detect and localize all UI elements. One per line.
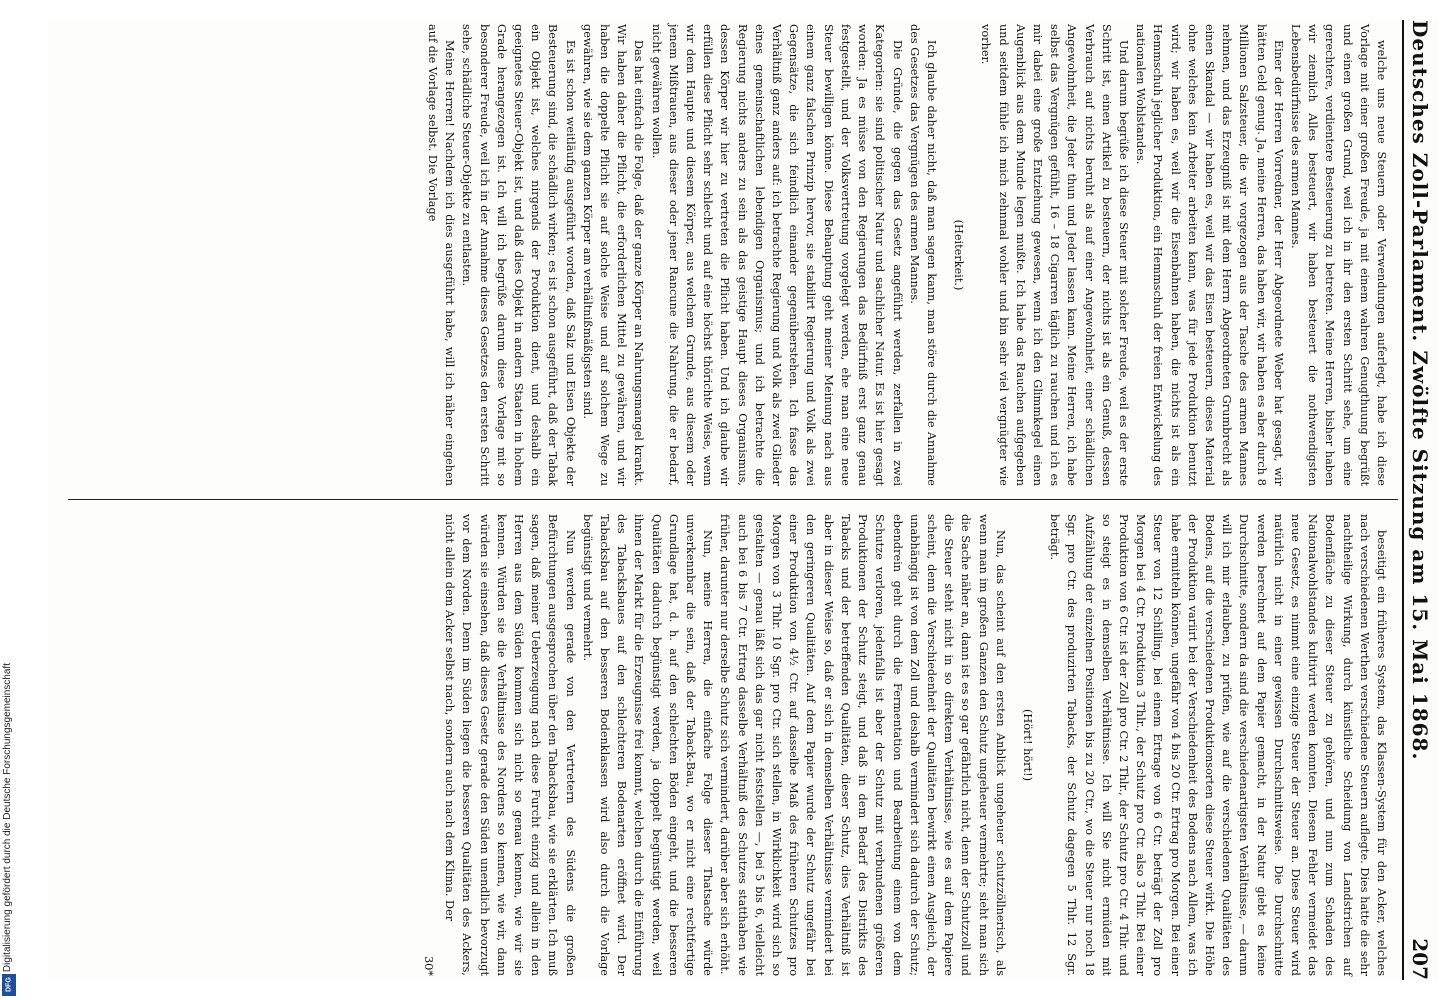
paragraph: Nun werden gerade von den Vertretern des Südens die großen Befürchtungen ausgesprochen über den Tabacksbau, wie sie erklärten. Ich muß sagen, daß meiner Ueberzeugung nach diese Furcht einzig und allein in den Herren aus dem Süden kommen sich nicht so genau kennen, wie wir sie kennen. Würden sie die Verhältnisse des Nordens so kennen, wie wir, dann würden sie einsehen, daß dieses Gesetz gerade den Süden unendlich bevorzugt vor dem Norden. Denn im Süden liegen die besseren Qualitäten des Ackers, nicht allein dem Acker selbst nach, sondern auch nach dem Klima. Der [443, 514, 577, 976]
page-number: 207 [1408, 938, 1432, 980]
signature-mark: 30* [422, 955, 436, 976]
sidebar-credit [0, 0, 18, 1000]
paragraph: Meine Herren! Nachdem ich dies ausgeführt habe, will ich näher eingehen auf die Vorlage selbst. Die Vorlage [426, 24, 457, 486]
paragraph: Die Gründe, die gegen das Gesetz angeführt werden, zerfallen in zwei Kategorien: sie sind politischer Natur und sachlicher Natur. Es ist hier gesagt worden: Ja es müsse von den Regierungen das Bedürfniß erst ganz genau festgestellt, und der Volksvertretung vorgelegt werden, ehe man eine neue Steuer bewilligen könne. Diese Behauptung geht meiner Meinung nach aus einem ganz falschen Prinzip hervor, sie stabilirt Regierung und Volk als zwei Gegensätze, die sich feindlich einander gegenüberstehen. Ich fasse das Verhältniß ganz anders auf: ich betrachte Regierung und Volk als zwei Glieder eines gemeinschaftlichen lebendigen Organismus; und ich betrachte die Regierung nichts anders zu sein als das geistige Haupt dieses Organismus, dessen Körper wir hier zu vertreten die Pflicht haben. Und ich glaube wir erfüllen diese Pflicht sehr schlecht und auf eine höchst thörichte Weise, wenn wir dem Haupte und diesem Körper, aus welchem Grunde, aus diesem oder jenem Mißtrauen, aus dieser oder jener Rancune die Nahrung, die er bedarf, nicht gewähren wollen. [649, 24, 904, 486]
paragraph: Einer der Herren Vorredner, der Herr Abgeordnete Weber hat gesagt, wir hätten Geld genug. Ja, meine Herren, das haben wir, wir haben es aber durch 8 Millionen Salzsteuer, die wir vorgezogen aus der Tasche des armen Mannes nehmen, und das Erzeugniß ist mit dem Herrn Abgeordneten Grumbrecht als einen Skandal — wir haben es, weil wir das Eisen besteuern, dieses Material ohne welches kein Arbeiter arbeiten kann, was für jede Produktion benutzt wird; wir haben es, weil wir die Eisenbahnen haben, die nichts ist als ein Hemmschuh jeglicher Produktion, ein Hemmschuh der freien Entwickelung des nationalen Wohlstandes. [1134, 24, 1285, 486]
paragraph: Ich glaube daher nicht, daß man sagen kann, man störe durch die Annahme des Gesetzes das Vergnügen des armen Mannes. [907, 24, 938, 486]
page-header [1402, 20, 1438, 980]
left-column [424, 24, 1390, 486]
page-title: Deutsches Zoll-Parlament. Zwölfte Sitzung am 15. Mai 1868. [1408, 20, 1432, 761]
paragraph: beseitigt ein früheres System, das Klassen-System für den Acker, welches nach verschiedenen Werthen verschiedene Steuern auflegte. Dies hatte die sehr nachtheilige Wirkung, durch künstliche Scheidung von Landstrichen auf Bodenfläche zu dieser Steuer zu gehören, und nun zum Schaden des Nationalwohlstandes kultivirt werden konnten. Diesem Fehler vermeidet das neue Gesetz, es nimmt eine einzige Steuer der Steuer an. Diese Steuer wird natürlich nicht in einer gewissen Durchschnittsweise. Die Durchschnitte werden berechnet auf dem Papier gemacht, in der Natur giebt es keine Durchschnitte, sondern da sind die verschiedenartigsten Verhältnisse, — darum will ich mir erlauben, zu prüfen, wie auf die verschiedenen Qualitäten des Bodens, auf die verschiedenen Produktionsorten diese Steuer wirkt. Die Höhe der Produktion variirt bei der Verschiedenheit des Bodens nach Allem, was ich habe ermitteln können, ungefähr von 4 bis 20 Ctr. Ertrag pro Morgen. Bei einer Steuer von 12 Schilling, bei einem Ertrage von 6 Ctr. beträgt der Zoll pro Morgen bei 4 Ctr. Produktion 3 Thlr., der Schutz pro Ctr. also 3 Thlr. Bei einer Produktion von 6 Ctr. ist der Zoll pro Ctr. 2 Thlr., der Schutz pro Ctr. 4 Thlr. und so steigt es in demselben Verhältnisse. Ich will Sie nicht ermüden mit Aufzählung der einzelnen Positionen bis zu 20 Ctr., wo die Steuer nur noch 18 Sgr. pro Ctr. des produzirten Tabacks, der Schutz dagegen 5 Thlr. 12 Sgr. beträgt. [1048, 514, 1388, 976]
paragraph: Es ist schon weitläufig ausgeführt worden, daß Salz und Eisen Objekte der Besteuerung sind, die schädlich wirken; es ist schon ausgeführt, daß der Tabak ein Objekt ist, welches nirgends der Produktion dient, und deshalb ein geeignetes Steuer-Objekt ist, und daß dies Objekt in andern Staaten in hohem Grade herangezogen ist. Ich will ich begrüße darum diese Vorlage mit so besonderer Freude, weil ich in der Annahme dieses Gesetzes den ersten Schritt sehe, schädliche Steuer-Objekte zu entlasten. [460, 24, 577, 486]
column-divider [68, 499, 1398, 500]
scanned-page [48, 20, 1438, 980]
dfg-logo-icon: DFG [2, 974, 16, 996]
stage-direction: (Hört! hört!) [1020, 708, 1034, 782]
stage-direction: (Heiterkeit.) [952, 219, 966, 291]
paragraph: Nun, das scheint auf den ersten Anblick ungeheuer schutzzöllnerisch, als wenn man im großen Ganzen den Schutz ungeheuer vermehrte; sieht man sich die Sache näher an, dann ist es so gar gefährlich nicht, denn der Schutzzoll und die Steuer steht nicht in so direktem Verhältnisse, wie es auf dem Papiere scheint, denn die Verschiedenheit der Qualitäten bewirkt einen Ausgleich, der unabhängig ist von dem Zoll und deshalb vermindert sich dadurch der Schutz; ebendrein geht durch die Fermentation und Bearbeitung einem von dem Schutze verloren, jedenfalls ist aber der Schutz mit verbundenen größeren Produktionen der Schutz steigt, und daß in dem Bedarf des Distrikts des Tabacks und der betreffenden Qualitäten, dieser Schutz, dies Verhältniß ist aber in dieser Weise so, daß er sich in demselben Verhältnisse vermindert bei den geringeren Qualitäten. Auf dem Papier wurde der Schutz ungefähr bei einer Produktion von 4½ Ctr. auf dasselbe Maß des früheren Schutzes pro Morgen von 3 Thlr. 10 Sgr. pro Ctr. sich stellen, in Wirklichkeit wird sich so gestalten — genau läßt sich das gar nicht feststellen —, bei 5 bis 6, vielleicht auch bei 6 bis 7 Ctr. Ertrag dasselbe Verhältniß des Schutzes statthaben wie früher, darunter nur derselbe Schutz sich vermindert, darüber aber sich erhöht. [718, 514, 1007, 976]
paragraph: Und darum begrüße ich diese Steuer mit solcher Freude, weil es der erste Schritt ist, einen Artikel zu besteuern, der nichts ist als ein Genuß, dessen Verbrauch auf nichts beruht als auf einer Angewohnheit, einer schädlichen Angewohnheit, die Jeder thun und Jeder lassen kann. Meine Herren, ich habe selbst das Vergnügen gefühlt, 16 – 18 Cigarren täglich zu rauchen und ich es mir dabei eine große Entziehung gewesen, wenn ich den Glimmkegel einen Augenblick aus dem Munde legen mußte. Ich habe das Rauchen aufgegeben und seitdem fühle ich mich zehnmal wohler und bin sehr viel vergnügter wie vorher. [979, 24, 1130, 486]
paragraph: Nun, meine Herren, die einfache Folge dieser Thatsache würde unverkennbar die sein, daß der Taback-Bau, wo er nicht eine rechtfertige Grundlage hat, d. h. auf den schlechten Böden eingeht, und die besseren Qualitäten dadurch begünstigt werden, ja doppelt begünstigt werden, weil ihnen der Markt für die Erzeugnisse frei kommt, welchen durch die Einführung des Tabacksbaues auf den schlechteren Bodenarten eröffnet wird. Der Tabacksbau auf den besseren Bodenklassen wird also durch die Vorlage begünstigt und vermehrt. [580, 514, 715, 976]
paragraph: welche uns neue Steuern oder Verwendungen auferlegt, habe ich diese Vorlage mit einer großen Freude, ja mit einem wahren Genugthuung begrüßt und einen großen Grund, weil ich in ihr den ersten Schritt sehe, um eine gerechtere, verdientere Besteuerung zu betreten. Meine Herren, bisher haben wir ziemlich Alles besteuert, wir haben besteuert die nothwendigsten Lebensbedürfnisse des armen Mannes. [1288, 24, 1388, 486]
funding-credit-text: Digitalisierung gefördert durch die Deutsche Forschungsgemeinschaft [2, 662, 13, 972]
right-column [420, 514, 1390, 976]
paragraph: Das hat einfach die Folge, daß der ganze Körper an Nahrungsmangel krankt. Wir haben daher die Pflicht, die erforderlichen Mittel zu gewähren, und wir haben die doppelte Pflicht sie auf solche Weise und auf solchem Wege zu gewähren, wie sie dem ganzen Körper am verhältnißmäßigsten sind. [580, 24, 646, 486]
